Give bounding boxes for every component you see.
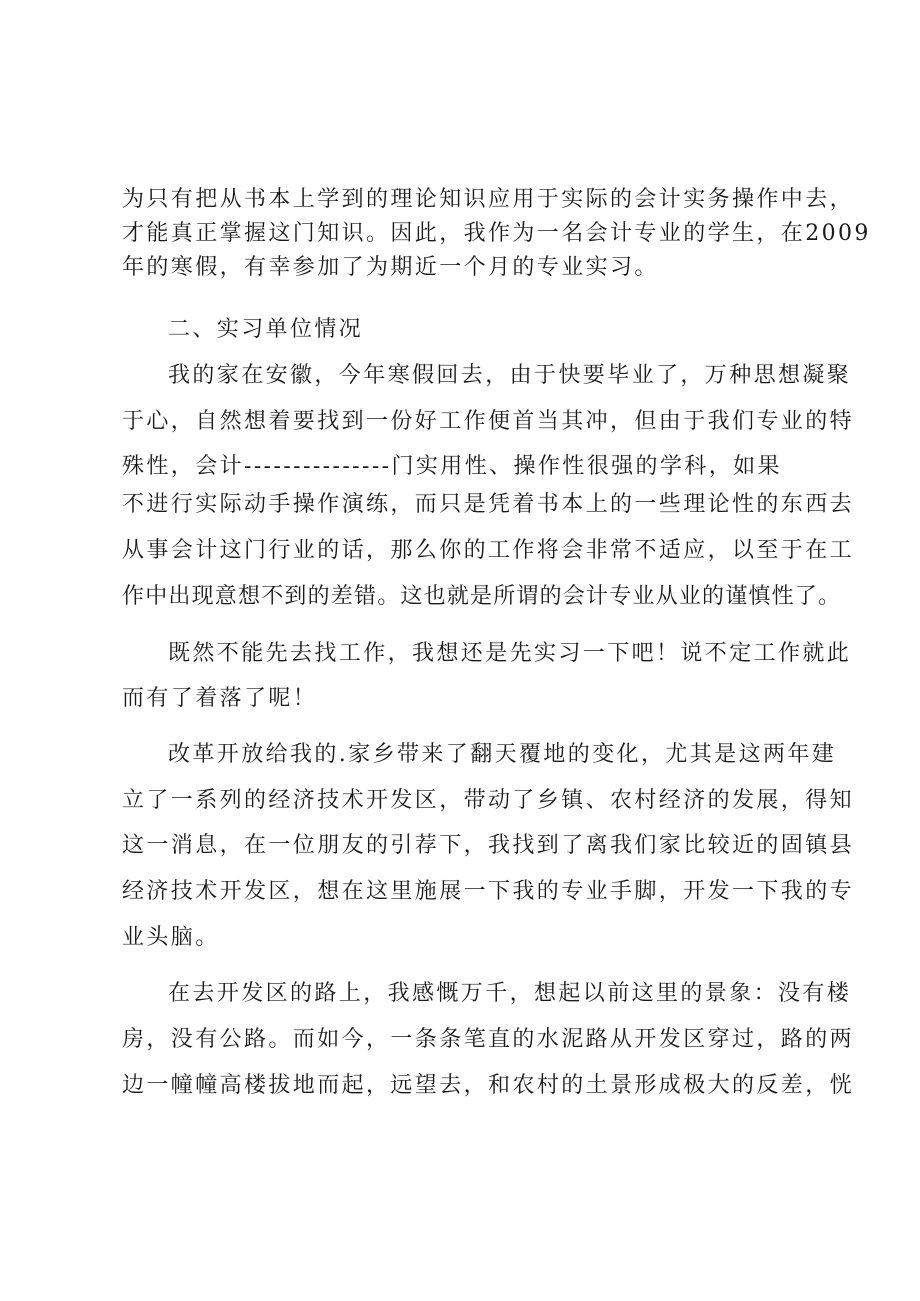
text-line-20: 边一幢幢高楼拔地而起，远望去，和农村的土景形成极大的反差，恍 xyxy=(122,1073,855,1098)
text-line-12: 而有了着落了呢！ xyxy=(122,686,318,711)
text-line-13: 改革开放给我的.家乡带来了翻天覆地的变化，尤其是这两年建 xyxy=(168,742,837,767)
text-line-15: 这一消息，在一位朋友的引荐下，我找到了离我们家比较近的固镇县 xyxy=(122,833,855,858)
text-line-6: 于心，自然想着要找到一份好工作便首当其冲，但由于我们专业的特 xyxy=(122,409,855,434)
text-line-5: 我的家在安徽，今年寒假回去，由于快要毕业了，万种思想凝聚 xyxy=(168,363,852,388)
text-line-8: 不进行实际动手操作演练，而只是凭着书本上的一些理论性的东西去 xyxy=(122,492,855,517)
text-line-2: 才能真正掌握这门知识。因此，我作为一名会计专业的学生，在2009 xyxy=(122,221,871,246)
text-line-9: 从事会计这门行业的话，那么你的工作将会非常不适应，以至于在工 xyxy=(122,538,855,563)
text-line-3: 年的寒假，有幸参加了为期近一个月的专业实习。 xyxy=(122,255,659,280)
text-line-17: 业头脑。 xyxy=(122,925,220,950)
section-heading: 二、实习单位情况 xyxy=(168,317,364,342)
text-line-10: 作中出现意想不到的差错。这也就是所谓的会计专业从业的谨慎性了。 xyxy=(122,584,842,609)
text-line-1: 为只有把从书本上学到的理论知识应用于实际的会计实务操作中去， xyxy=(122,187,855,212)
text-line-7: 殊性，会计---------------门实用性、操作性很强的学科，如果 xyxy=(122,454,782,479)
text-line-19: 房，没有公路。而如今，一条条笔直的水泥路从开发区穿过，路的两 xyxy=(122,1027,855,1052)
text-line-11: 既然不能先去找工作，我想还是先实习一下吧！说不定工作就此 xyxy=(168,641,852,666)
text-line-18: 在去开发区的路上，我感慨万千，想起以前这里的景象：没有楼 xyxy=(168,981,852,1006)
text-line-16: 经济技术开发区，想在这里施展一下我的专业手脚，开发一下我的专 xyxy=(122,879,855,904)
text-line-14: 立了一系列的经济技术开发区，带动了乡镇、农村经济的发展，得知 xyxy=(122,788,855,813)
